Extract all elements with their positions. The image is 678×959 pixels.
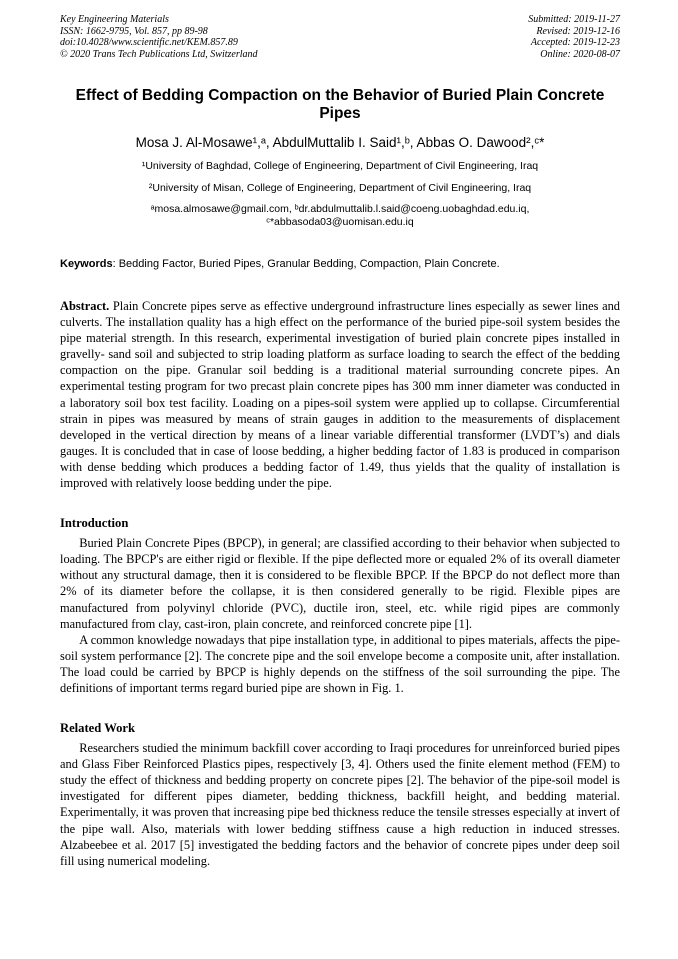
introduction-paragraph-1: Buried Plain Concrete Pipes (BPCP), in general; are classified according to their behavior when subjected to loading. The BPCP's are either rigid or flexible. If the pipe deflected more or equaled 2% of its overall diameter without any structural damage, then it is considered to be flexible BPCP. If the BPCP do not deflect more than 2% of its diameter before the collapse, it is then considered generally to be rigid. Flexible pipes are manufactured from polyvinyl chloride (PVC), ductile iron, steel, etc. while rigid pipes are commonly manufactured from clay, cast-iron, plain concrete, and reinforced concrete pipe [1]. [60,536,620,631]
journal-name: Key Engineering Materials [60,14,169,25]
journal-info [60,14,258,60]
paper-title-line2: Pipes [319,104,361,122]
affiliation-2: ²University of Misan, College of Engineering, Department of Civil Engineering, Iraq [148,181,532,194]
introduction-paragraph-2: A common knowledge nowadays that pipe installation type, in additional to pipes materials, affects the pipe-soil system performance [2]. The concrete pipe and the soil envelope become a composite unit, after installation. The load could be carried by BPCP is highly depends on the stiffness of the soil surrounding the pipe. The definitions of important terms regard buried pipe are shown in Fig. 1. [60,632,620,695]
doi-line: doi:10.4028/www.scientific.net/KEM.857.89 [60,37,238,48]
paper-title [60,87,620,122]
affiliation-1: ¹University of Baghdad, College of Engineering, Department of Civil Engineering, Iraq [141,160,539,172]
accepted-date: Accepted: 2019-12-23 [530,37,620,48]
submitted-date: Submitted: 2019-11-27 [528,14,620,25]
section-introduction [60,515,620,696]
revised-date: Revised: 2019-12-16 [536,25,620,37]
abstract-label: Abstract. [60,299,110,313]
publication-header [60,14,620,60]
abstract-text: Plain Concrete pipes serve as effective underground infrastructure lines especially as sewer lines and culverts. The installation quality has a high effect on the performance of the buried pipe-soil system besides the pipe material strength. In this research, experimental investigation of buried plain concrete pipes installed in gravelly- sand soil and subjected to strip loading platform as surface loading to search the effect of the bedding compaction on the pipe. Granular soil bedding is a traditional material surrounding concrete pipes. An experimental testing program for two precast plain concrete pipes has 300 mm inner diameter was conducted in a laboratory soil box test facility. Loading on a pipes-soil system were applied up to collapse. Circumferential strain in pipes was measured by means of strain gauges in addition to the measurements of displacement developed in the vertical direction by means of a linear variable differential transformer (LVDT’s) and dials gauges. It is concluded that in case of loose bedding, a higher bedding factor of 1.83 is produced in comparison with dense bedding which produces a bedding factor of 1.49, thus yields that the quality of installation is improved with relatively loose bedding under the pipe. [60,299,620,491]
copyright-line: © 2020 Trans Tech Publications Ltd, Switzerland [60,48,258,60]
related-work-paragraph-1: Researchers studied the minimum backfill cover according to Iraqi procedures for unreinforced buried pipes and Glass Fiber Reinforced Plastics pipes, respectively [3, 4]. Others used the finite element method (FEM) to study the effect of thickness and bedding property on concrete pipes [2]. The behavior of the pipe-soil model is investigated for different pipes diameter, bedding thickness, backfill height, and bedding material. Experimentally, it was proven that increasing pipe bed thickness reduce the tensile stresses especially at invert of the pipe wall. Also, materials with lower bedding stiffness cause a high reduction in induced stresses. Alzabeebee et al. 2017 [5] investigated the bedding factors and the behavior of concrete pipes under deep soil fill using numerical modeling. [60,741,620,868]
issn-volume-pages: ISSN: 1662-9795, Vol. 857, pp 89-98 [60,25,208,37]
paper-title-line1: Effect of Bedding Compaction on the Behavior of Buried Plain Concrete [75,87,605,104]
online-date: Online: 2020-08-07 [540,48,620,60]
keywords-label: Keywords [60,258,113,270]
keywords-line [60,258,620,271]
keywords-text: : Bedding Factor, Buried Pipes, Granular Bedding, Compaction, Plain Concrete. [112,258,500,270]
author-list: Mosa J. Al-Mosawe¹,ᵃ, AbdulMuttalib I. Said¹,ᵇ, Abbas O. Dawood²,ᶜ* [135,135,545,150]
abstract-paragraph [60,298,620,491]
section-related-work [60,720,620,869]
submission-dates [528,14,620,60]
email-line-1: ᵃmosa.almosawe@gmail.com, ᵇdr.abdulmuttalib.l.said@coeng.uobaghdad.edu.iq, [150,203,530,215]
introduction-heading: Introduction [60,516,129,531]
email-line-2: ᶜ*abbasoda03@uomisan.edu.iq [266,216,414,228]
related-work-heading: Related Work [60,721,135,736]
author-emails [60,203,620,229]
